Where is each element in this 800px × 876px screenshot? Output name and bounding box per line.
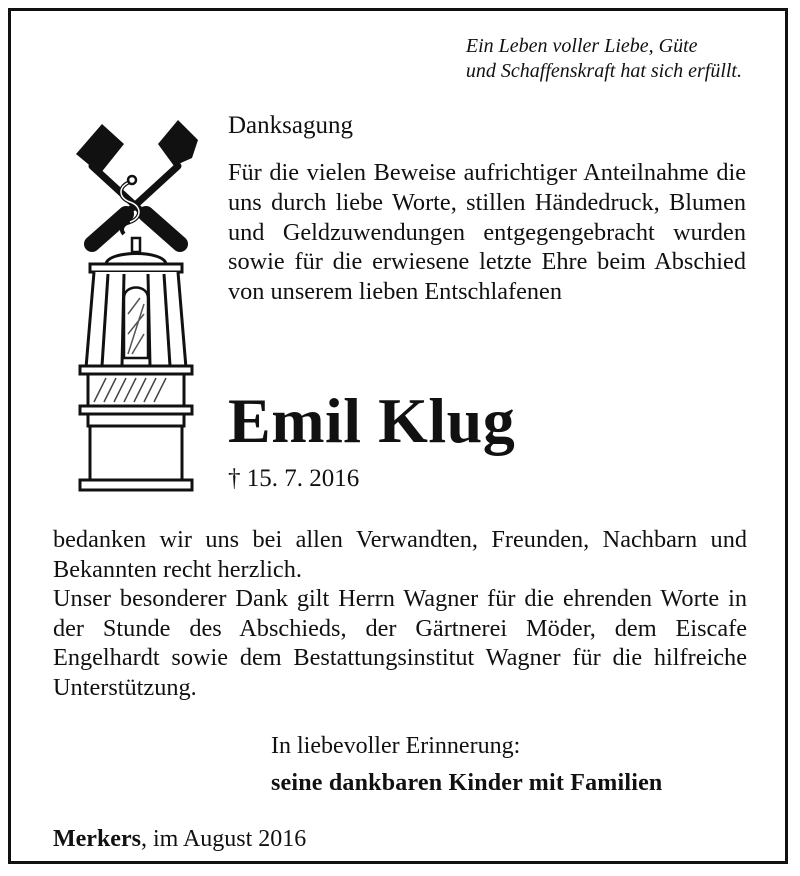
place-name: Merkers — [53, 826, 141, 852]
motto-line-2: und Schaffenskraft hat sich erfüllt. — [465, 60, 742, 82]
place-date: , im August 2016 — [140, 826, 307, 852]
body-paragraph-2: Unser besonderer Dank gilt Herrn Wagner für die ehrenden Worte in der Stunde des Abschieds, der Gärtnerei Möder, dem Eiscafe Engelhardt sowie dem Bestattungsinstitut Wagner für die hilfreiche Unterstützung. — [53, 585, 747, 701]
body-paragraph-1: bedanken wir uns bei allen Verwandten, Freunden, Nachbarn und Bekannten recht herzlich. — [53, 526, 747, 583]
body-text — [53, 525, 747, 702]
miners-hammer-pick-lamp-icon — [72, 118, 202, 496]
death-date: † 15. 7. 2016 — [228, 465, 360, 492]
closing-line: In liebevoller Erinnerung: — [271, 733, 521, 759]
signature: seine dankbaren Kinder mit Familien — [271, 770, 663, 796]
deceased-name: Emil Klug — [228, 385, 516, 456]
place-date-line — [53, 826, 306, 853]
intro-text: Für die vielen Beweise aufrichtiger Anteilnahme die uns durch liebe Worte, stillen Händedruck, Blumen und Geldzuwendungen entgegengebracht wurden sowie für die erwiesene letzte Ehre beim Abschied von unserem lieben Entschlafenen — [228, 159, 746, 306]
motto-line-1: Ein Leben voller Liebe, Güte — [465, 35, 698, 57]
heading: Danksagung — [228, 112, 353, 139]
motto — [466, 34, 742, 84]
